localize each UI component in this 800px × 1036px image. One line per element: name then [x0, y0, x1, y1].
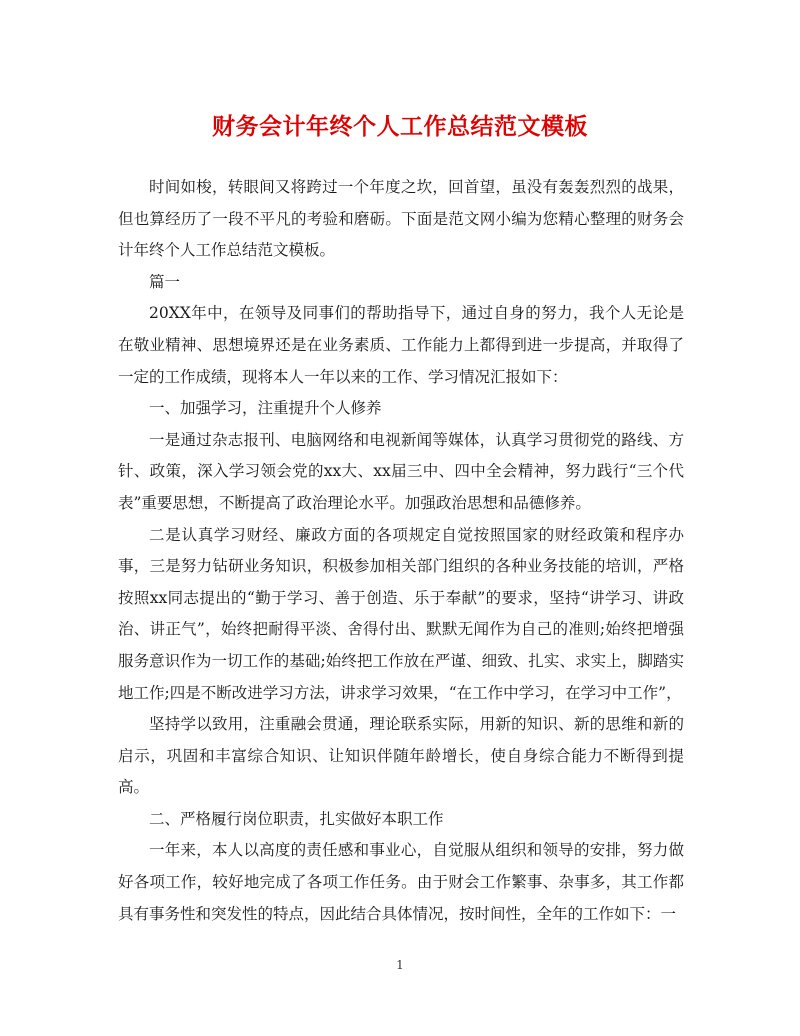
paragraph-intro: 时间如梭，转眼间又将跨过一个年度之坎，回首望，虽没有轰轰烈烈的战果，但也算经历了一段不平凡的考验和磨砺。下面是范文网小编为您精心整理的财务会计年终个人工作总结范文模板。	[118, 178, 684, 260]
page-number: 1	[396, 958, 404, 972]
paragraph-duties-1: 一年来，本人以高度的责任感和事业心，自觉服从组织和领导的安排，努力做好各项工作，较好地完成了各项工作任务。由于财会工作繁事、杂事多，其工作都具有事务性和突发性的特点，因此结合具体情况，按时间性，全年的工作如下：一	[118, 841, 684, 923]
section-heading-study: 一、加强学习，注重提升个人修养	[149, 399, 382, 418]
paragraph-study-1: 一是通过杂志报刊、电脑网络和电视新闻等媒体，认真学习贯彻党的路线、方针、政策，深入学习领会党的xx大、xx届三中、四中全会精神，努力践行“三个代表”重要思想，不断提高了政治理论水平。加强政治思想和品德修养。	[118, 430, 684, 512]
document-body	[118, 172, 684, 930]
section-heading-part-one: 篇一	[149, 272, 181, 291]
paragraph-overview: 20XX年中，在领导及同事们的帮助指导下，通过自身的努力，我个人无论是在敬业精神、思想境界还是在业务素质、工作能力上都得到进一步提高，并取得了一定的工作成绩，现将本人一年以来的工作、学习情况汇报如下：	[118, 304, 684, 386]
paragraph-study-2: 二是认真学习财经、廉政方面的各项规定自觉按照国家的财经政策和程序办事，三是努力钻研业务知识，积极参加相关部门组织的各种业务技能的培训，严格按照xx同志提出的“勤于学习、善于创造、乐于奉献”的要求，坚持“讲学习、讲政治、讲正气”，始终把耐得平淡、舍得付出、默默无闻作为自己的准则;始终把增强服务意识作为一切工作的基础;始终把工作放在严谨、细致、扎实、求实上，脚踏实地工作;四是不断改进学习方法，讲求学习效果，“在工作中学习，在学习中工作”，	[118, 525, 684, 702]
section-heading-duties: 二、严格履行岗位职责，扎实做好本职工作	[149, 809, 444, 828]
paragraph-study-3: 坚持学以致用，注重融会贯通，理论联系实际，用新的知识、新的思维和新的启示，巩固和丰富综合知识、让知识伴随年龄增长，使自身综合能力不断得到提高。	[118, 715, 684, 797]
document-title: 财务会计年终个人工作总结范文模板	[212, 113, 588, 140]
